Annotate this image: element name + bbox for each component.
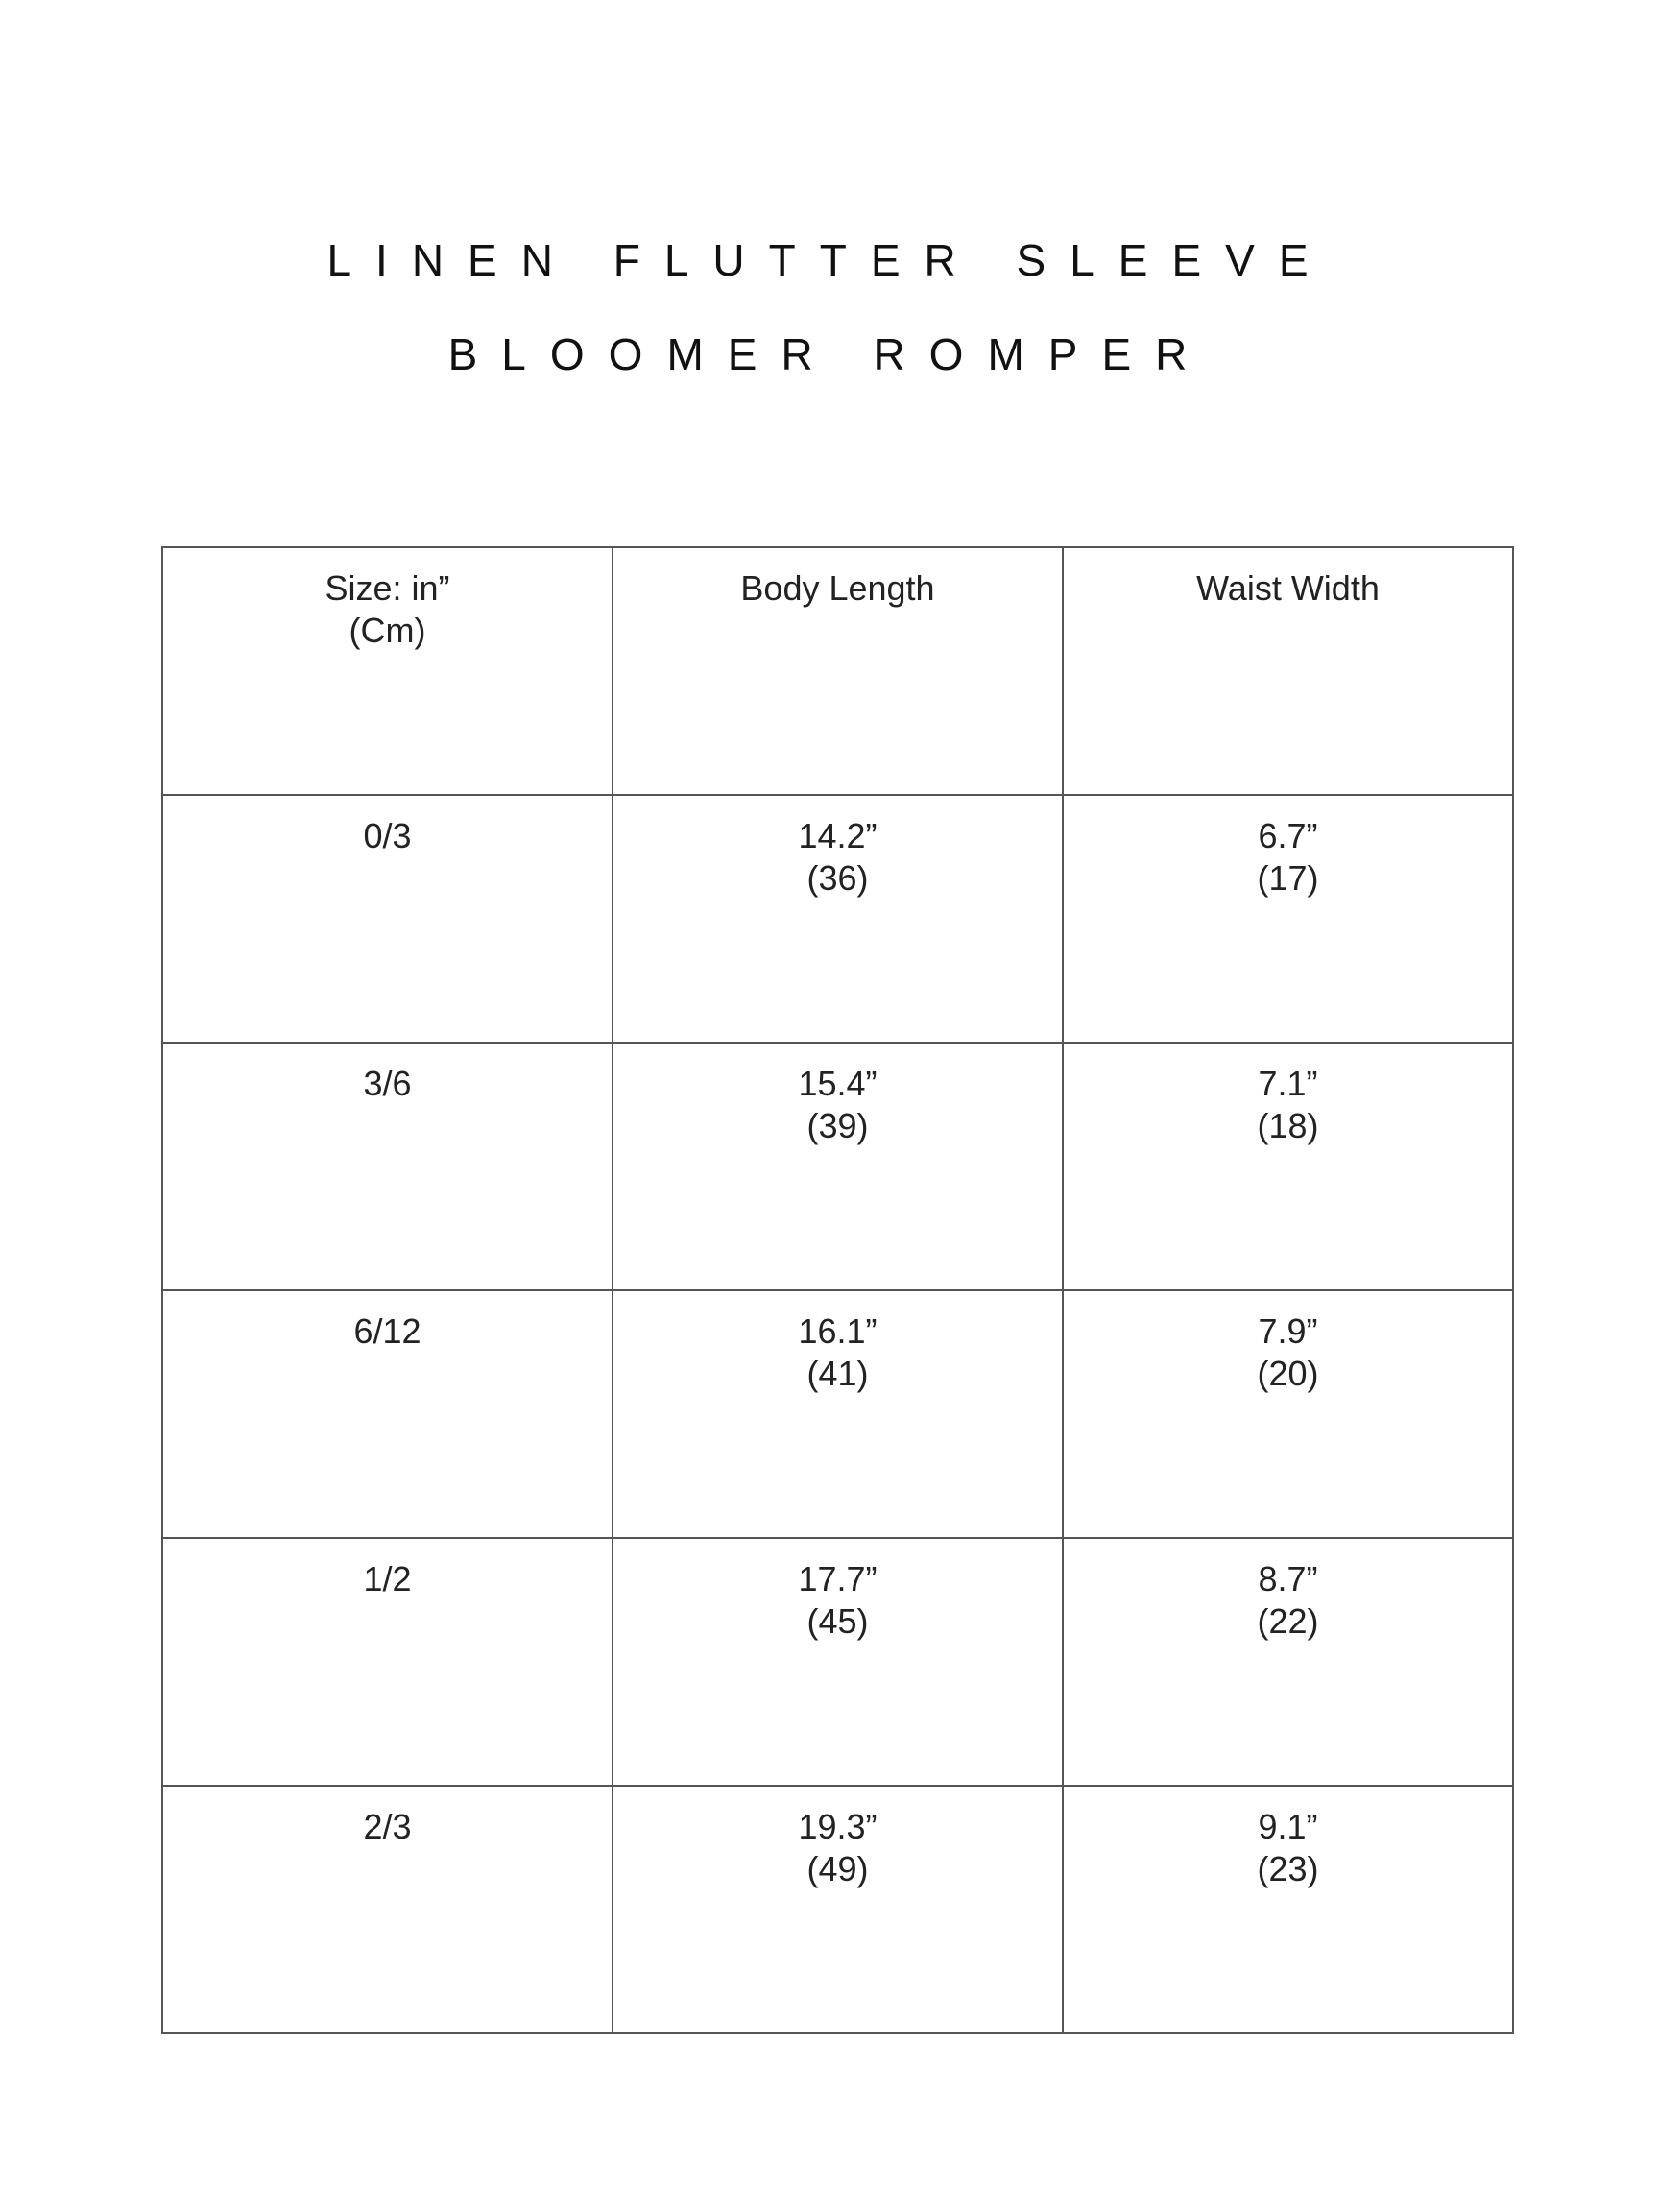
body-length-cell <box>613 1290 1063 1538</box>
size-cell <box>162 1043 613 1290</box>
waist-width-cm: (20) <box>1257 1354 1319 1393</box>
table-row <box>162 795 1513 1043</box>
body-length-in: 19.3” <box>798 1807 878 1846</box>
waist-width-cell <box>1063 1786 1513 2033</box>
body-length-cell <box>613 1786 1063 2033</box>
header-size-line2: (Cm) <box>349 611 426 650</box>
body-length-in: 16.1” <box>798 1311 878 1351</box>
body-length-in: 17.7” <box>798 1559 878 1599</box>
waist-width-in: 7.1” <box>1258 1064 1318 1103</box>
header-size <box>162 547 613 795</box>
size-value: 6/12 <box>353 1311 421 1351</box>
body-length-cell <box>613 1043 1063 1290</box>
size-cell <box>162 1538 613 1786</box>
table-row <box>162 1290 1513 1538</box>
header-body-length-label: Body Length <box>740 568 935 608</box>
table-row <box>162 1043 1513 1290</box>
waist-width-cm: (17) <box>1257 858 1319 898</box>
size-cell <box>162 1786 613 2033</box>
body-length-cm: (45) <box>806 1601 869 1641</box>
table-row <box>162 1538 1513 1786</box>
title-line-1: LINEN FLUTTER SLEEVE <box>326 235 1333 285</box>
size-value: 1/2 <box>363 1559 412 1599</box>
header-waist-width-label: Waist Width <box>1196 568 1380 608</box>
title-line-2: BLOOMER ROMPER <box>447 329 1212 379</box>
body-length-cm: (41) <box>806 1354 869 1393</box>
header-waist-width <box>1063 547 1513 795</box>
waist-width-in: 8.7” <box>1258 1559 1318 1599</box>
body-length-cm: (49) <box>806 1849 869 1888</box>
waist-width-in: 9.1” <box>1258 1807 1318 1846</box>
header-size-line1: Size: in” <box>325 568 450 608</box>
body-length-cm: (36) <box>806 858 869 898</box>
body-length-in: 15.4” <box>798 1064 878 1103</box>
waist-width-cell <box>1063 1043 1513 1290</box>
size-cell <box>162 1290 613 1538</box>
waist-width-cell <box>1063 795 1513 1043</box>
waist-width-cm: (22) <box>1257 1601 1319 1641</box>
waist-width-in: 6.7” <box>1258 816 1318 855</box>
size-cell <box>162 795 613 1043</box>
body-length-cm: (39) <box>806 1106 869 1145</box>
body-length-in: 14.2” <box>798 816 878 855</box>
size-value: 2/3 <box>363 1807 412 1846</box>
waist-width-cell <box>1063 1538 1513 1786</box>
waist-width-cell <box>1063 1290 1513 1538</box>
body-length-cell <box>613 1538 1063 1786</box>
waist-width-in: 7.9” <box>1258 1311 1318 1351</box>
table-row <box>162 1786 1513 2033</box>
table-header-row <box>162 547 1513 795</box>
size-value: 0/3 <box>363 816 412 855</box>
waist-width-cm: (23) <box>1257 1849 1319 1888</box>
size-value: 3/6 <box>363 1064 412 1103</box>
size-chart-table <box>161 546 1514 2034</box>
header-body-length <box>613 547 1063 795</box>
body-length-cell <box>613 795 1063 1043</box>
waist-width-cm: (18) <box>1257 1106 1319 1145</box>
